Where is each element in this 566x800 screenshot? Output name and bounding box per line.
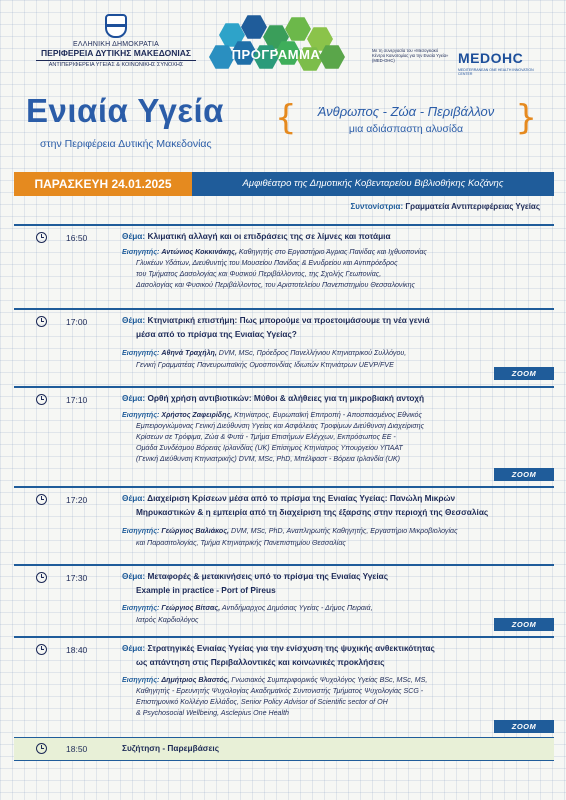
speaker-line: Καθηγητής στο Εργαστήριο Άγριας Πανίδας και Ιχθυοπονίας [236, 248, 427, 256]
session-theme [122, 642, 435, 656]
speaker-line: Κρίσεων σε Τρόφιμα, Ζώα & Φυτά - Τμήμα Επισήμων Ελέγχων, Εκπρόσωπος ΕΕ - [136, 433, 396, 441]
zoom-badge: ZOOM [494, 720, 554, 733]
hexagon-icon [285, 16, 311, 42]
speaker-label: Εισηγητής: [122, 604, 160, 612]
program-hexagon-logo [205, 14, 355, 80]
speaker-line: DVM, MSc, PhD, Αναπληρωτής Καθηγητής, Εργαστήριο Μικροβιολογίας [228, 527, 458, 535]
speaker-line: (Γενική Διεύθυνση Κτηνιατρικής) DVM, MSc, PhD, Μπέλφαστ - Βόρεια Ιρλανδία (UK) [136, 455, 400, 463]
theme-line: Διαχείριση Κρίσεων μέσα από το πρίσμα της Ενιαίας Υγείας: Πανώλη Μικρών [147, 493, 456, 503]
clock-icon [36, 644, 47, 655]
government-logo-block [36, 14, 196, 68]
speaker-line: Αντιδήμαρχος Δημόσιας Υγείας - Δήμος Πειραιά, [220, 604, 373, 612]
page-title: Ενιαία Υγεία [26, 92, 224, 129]
closing-time: 18:50 [66, 744, 88, 754]
speaker-name: Γεώργιος Βίτσας, [161, 604, 221, 612]
divider [14, 636, 554, 638]
speaker-name: Δημήτριος Βλαστός, [161, 676, 230, 684]
session-1650 [14, 224, 554, 310]
speaker-label: Εισηγητής: [122, 411, 160, 419]
speaker-name: Αθηνά Τραχήλη, [161, 349, 217, 357]
divider [14, 224, 554, 226]
session-theme [122, 570, 388, 584]
speaker-label: Εισηγητής: [122, 527, 160, 535]
theme-line: Example in practice - Port of Pireus [136, 585, 276, 595]
clock-icon [36, 572, 47, 583]
session-speaker [122, 675, 427, 686]
theme-line: Μηρυκαστικών & η εμπειρία από τη διαχείριση της έξαρσης στην περιοχή της Θεσσαλίας [136, 507, 489, 517]
theme-line: Στρατηγικές Ενιαίας Υγείας για την ενίσχυση της ψυχικής ανθεκτικότητας [147, 643, 435, 653]
program-label: ΠΡΟΓΡΑΜΜΑ [231, 47, 321, 62]
session-speaker [122, 410, 422, 421]
session-theme [122, 230, 391, 244]
right-brace-icon: } [515, 98, 537, 138]
speaker-line: & Psychosocial Wellbeing, Asclepius One Health [136, 709, 289, 717]
speaker-line: Ομάδα Συνδέσμου Βόρειας Ιρλανδίας (UK) Επίσημος Κτηνίατρος Υπουργείου ΥΠΑΑΤ [136, 444, 403, 452]
partner-logo-block [372, 48, 542, 78]
greek-crest-icon [105, 14, 127, 38]
speaker-line: Γενική Γραμματέας Πανευρωπαϊκής Ομοσπονδίας Ιδιωτών Κτηνιάτρων UEVP/FVE [136, 361, 394, 369]
theme-label: Θέμα: [122, 571, 146, 581]
divider [14, 308, 554, 310]
zoom-badge: ZOOM [494, 468, 554, 481]
theme-label: Θέμα: [122, 315, 146, 325]
date-band [14, 172, 554, 196]
speaker-line: Γνωσιακός Συμπεριφορικός Ψυχολόγος Υγείας BSc, MSc, MS, [229, 676, 428, 684]
gov-line1: ΕΛΛΗΝΙΚΗ ΔΗΜΟΚΡΑΤΙΑ [72, 41, 160, 48]
theme-label: Θέμα: [122, 393, 146, 403]
speaker-line: Δασολογίας και Φυσικού Περιβάλλοντος, του Αριστοτελείου Πανεπιστημίου Θεσσαλονίκης [136, 281, 415, 289]
event-venue: Αμφιθέατρο της Δημοτικής Κοβενταρείου Βιβλιοθήκης Κοζάνης [242, 178, 504, 189]
zoom-badge: ZOOM [494, 367, 554, 380]
session-1700 [14, 308, 554, 386]
header [0, 0, 566, 160]
gov-line3: ΑΝΤΙΠΕΡΙΦΕΡΕΙΑ ΥΓΕΙΑΣ & ΚΟΙΝΩΝΙΚΗΣ ΣΥΝΟΧΗΣ [36, 60, 196, 68]
theme-label: Θέμα: [122, 643, 146, 653]
hexagon-icon [241, 14, 267, 40]
speaker-line: του Τμήματος Δασολογίας και Φυσικού Περιβάλλοντος, της Σχολής Γεωπονίας, [136, 270, 382, 278]
motto-box [275, 98, 537, 142]
session-speaker [122, 247, 427, 258]
session-time: 18:40 [66, 645, 88, 655]
speaker-line: Ιατρός Καρδιολόγος [136, 616, 199, 624]
speaker-label: Εισηγητής: [122, 248, 160, 256]
speaker-label: Εισηγητής: [122, 676, 160, 684]
session-time: 17:10 [66, 395, 88, 405]
speaker-line: και Παρασιτολογίας, Τμήμα Κτηνιατρικής Πανεπιστημίου Θεσσαλίας [136, 539, 346, 547]
theme-line: Κλιματική αλλαγή και οι επιδράσεις της σε λίμνες και ποτάμια [147, 231, 391, 241]
partner-description: Με τη συνεργασία του «Μεσογειακό Κέντρο Καινοτομίας για την Ενιαία Υγεία» (MED-OHC) [372, 48, 449, 64]
speaker-name: Αντώνιος Κοκκινάκης, [161, 248, 237, 256]
divider [14, 564, 554, 566]
session-time: 17:20 [66, 495, 88, 505]
clock-icon [36, 743, 47, 754]
speaker-label: Εισηγητής: [122, 349, 160, 357]
theme-line: ως απάντηση στις Περιβαλλοντικές και κοινωνικές προκλήσεις [136, 657, 385, 667]
session-1710 [14, 386, 554, 486]
coordinator-name: Γραμματεία Αντιπεριφέρειας Υγείας [405, 202, 540, 211]
divider [14, 386, 554, 388]
session-time: 17:30 [66, 573, 88, 583]
session-theme [122, 392, 424, 406]
speaker-line: Γλυκέων Υδάτων, Διευθυντής του Μουσείου Πανίδας & Ενυδρείου και Αντιπρόεδρος [136, 259, 398, 267]
theme-label: Θέμα: [122, 493, 146, 503]
session-theme [122, 492, 455, 506]
page-subtitle: στην Περιφέρεια Δυτικής Μακεδονίας [40, 138, 212, 150]
clock-icon [36, 316, 47, 327]
session-speaker [122, 526, 458, 537]
gov-line2: ΠΕΡΙΦΕΡΕΙΑ ΔΥΤΙΚΗΣ ΜΑΚΕΔΟΝΙΑΣ [41, 48, 191, 58]
clock-icon [36, 394, 47, 405]
closing-title: Συζήτηση - Παρεμβάσεις [122, 743, 220, 753]
medohc-logo-subtitle: MEDITERRANEAN ONE HEALTH INNOVATION CENTER [458, 68, 534, 76]
theme-line: μέσα από το πρίσμα της Ενιαίας Υγείας? [136, 329, 297, 339]
session-1730 [14, 564, 554, 636]
session-1720 [14, 486, 554, 564]
motto-line2: μια αδιάσπαστη αλυσίδα [348, 123, 464, 135]
speaker-line: Επιστημονικό Κολλέγιο Ελλάδος, Senior Policy Advisor of Scientific sector of OH [136, 698, 388, 706]
event-date: ΠΑΡΑΣΚΕΥΗ 24.01.2025 [14, 172, 192, 196]
session-time: 17:00 [66, 317, 88, 327]
medohc-logo: MEDOHC [458, 50, 524, 66]
zoom-badge: ZOOM [494, 618, 554, 631]
coordinator-label: Συντονίστρια: [350, 202, 404, 211]
coordinator [351, 202, 541, 211]
closing-session [14, 737, 554, 761]
left-brace-icon: { [275, 98, 297, 138]
theme-line: Μεταφορές & μετακινήσεις υπό το πρίσμα της Ενιαίας Υγείας [147, 571, 389, 581]
motto-line1: Άνθρωπος - Ζώα - Περιβάλλον [317, 104, 495, 119]
session-theme [122, 314, 430, 328]
clock-icon [36, 494, 47, 505]
session-speaker [122, 603, 373, 614]
clock-icon [36, 232, 47, 243]
speaker-name: Χρήστος Ζαφειρίδης, [161, 411, 233, 419]
speaker-line: Καθηγητής - Ερευνητής Ψυχολογίας Ακαδημαϊκός Συντονιστής Τμήματος Ψυχολογίας SCG - [136, 687, 424, 695]
theme-label: Θέμα: [122, 231, 146, 241]
divider [14, 486, 554, 488]
theme-line: Κτηνιατρική επιστήμη: Πως μπορούμε να προετοιμάσουμε τη νέα γενιά [147, 315, 430, 325]
session-time: 16:50 [66, 233, 88, 243]
speaker-line: Εμπειρογνώμονας Γενική Διεύθυνση Υγείας και Ασφάλειας Τροφίμων Διεύθυνση Διαχείρισης [136, 422, 425, 430]
theme-line: Ορθή χρήση αντιβιοτικών: Μύθοι & αλήθειες για τη μικροβιακή αντοχή [147, 393, 425, 403]
speaker-name: Γεώργιος Βαλιάκος, [161, 527, 229, 535]
session-speaker [122, 348, 406, 359]
speaker-line: Κτηνίατρος, Ευρωπαϊκή Επιτροπή - Αποσπασμένος Εθνικός [232, 411, 422, 419]
session-1840 [14, 636, 554, 736]
speaker-line: DVM, MSc, Πρόεδρος Πανελλήνιου Κτηνιατρικού Συλλόγου, [216, 349, 407, 357]
